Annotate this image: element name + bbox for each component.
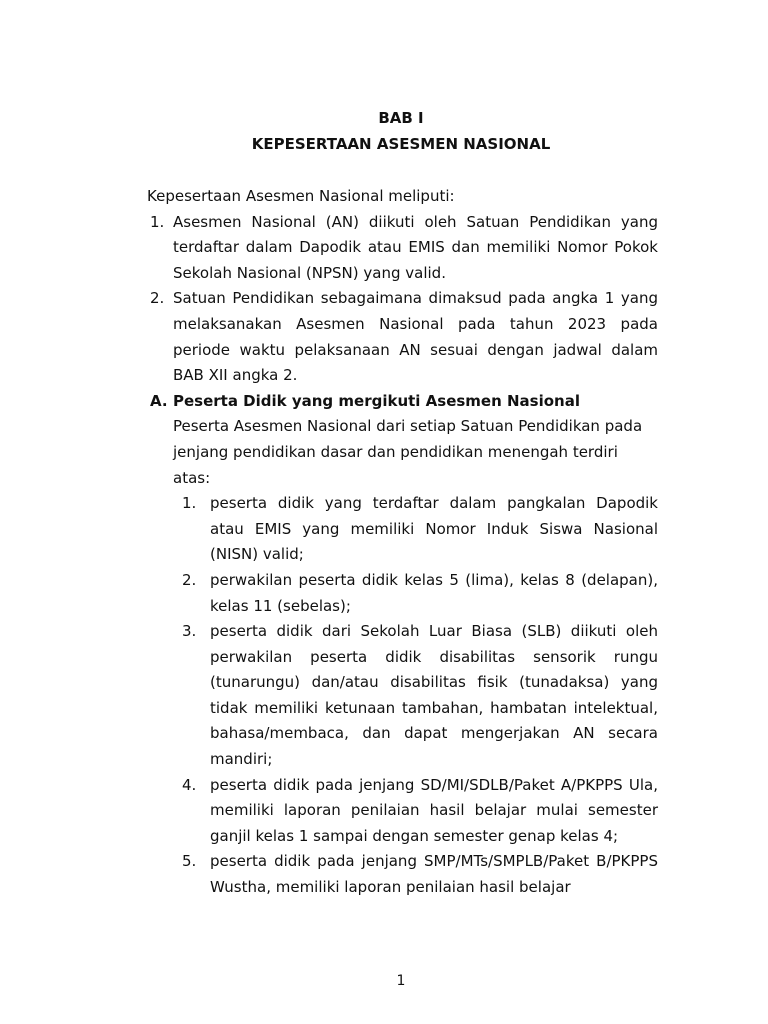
section-a bbox=[147, 389, 658, 901]
page-number: 1 bbox=[396, 973, 406, 989]
sub-list bbox=[147, 491, 658, 901]
chapter-heading: BAB I bbox=[378, 109, 424, 127]
list-item bbox=[147, 286, 658, 388]
list-item-text: peserta didik yang terdaftar dalam pangkalan Dapodik atau EMIS yang memiliki Nomor Induk Siswa Nasional (NISN) valid; bbox=[210, 494, 658, 564]
list-item-number: 5. bbox=[182, 852, 197, 871]
list-item-text: Satuan Pendidikan sebagaimana dimaksud pada angka 1 yang melaksanakan Asesmen Nasional pada tahun 2023 pada periode waktu pelaksanaan AN sesuai dengan jadwal dalam BAB XII angka 2. bbox=[173, 289, 658, 385]
list-item-number: 1. bbox=[150, 212, 165, 231]
document-body bbox=[147, 184, 658, 901]
list-item-number: 3. bbox=[182, 622, 197, 641]
list-item bbox=[147, 568, 658, 619]
list-item-text: peserta didik pada jenjang SD/MI/SDLB/Paket A/PKPPS Ula, memiliki laporan penilaian hasil belajar mulai semester ganjil kelas 1 sampai dengan semester genap kelas 4; bbox=[210, 775, 658, 845]
chapter-title: KEPESERTAAN ASESMEN NASIONAL bbox=[251, 135, 551, 153]
list-item-number: 1. bbox=[182, 494, 197, 513]
list-item bbox=[147, 619, 658, 773]
list-item bbox=[147, 849, 658, 900]
list-item-text: Asesmen Nasional (AN) diikuti oleh Satuan Pendidikan yang terdaftar dalam Dapodik atau EMIS dan memiliki Nomor Pokok Sekolah Nasional (NPSN) yang valid. bbox=[173, 212, 658, 282]
list-item-text: peserta didik pada jenjang SMP/MTs/SMPLB/Paket B/PKPPS Wustha, memiliki laporan penilaian hasil belajar bbox=[210, 852, 658, 897]
list-item-text: perwakilan peserta didik kelas 5 (lima), kelas 8 (delapan), kelas 11 (sebelas); bbox=[210, 570, 658, 615]
intro-paragraph: Kepesertaan Asesmen Nasional meliputi: bbox=[147, 187, 455, 205]
list-item bbox=[147, 491, 658, 568]
section-title: Peserta Didik yang mergikuti Asesmen Nasional bbox=[173, 391, 580, 410]
list-item bbox=[147, 210, 658, 287]
list-item-number: 2. bbox=[182, 570, 197, 589]
list-item-number: 2. bbox=[150, 289, 165, 308]
list-item-number: 4. bbox=[182, 775, 197, 794]
section-letter: A. bbox=[150, 391, 168, 410]
main-list bbox=[147, 210, 658, 389]
list-item bbox=[147, 773, 658, 850]
list-item-text: peserta didik dari Sekolah Luar Biasa (SLB) diikuti oleh perwakilan peserta didik disabilitas sensorik rungu (tunarungu) dan/atau disabilitas fisik (tunadaksa) yang tidak memiliki ketunaan tambahan, hambatan intelektual, bahasa/membaca, dan dapat mengerjakan AN secara mandiri; bbox=[210, 622, 658, 769]
section-paragraph: Peserta Asesmen Nasional dari setiap Satuan Pendidikan pada jenjang pendidikan dasar dan pendidikan menengah terdiri atas: bbox=[173, 417, 643, 487]
